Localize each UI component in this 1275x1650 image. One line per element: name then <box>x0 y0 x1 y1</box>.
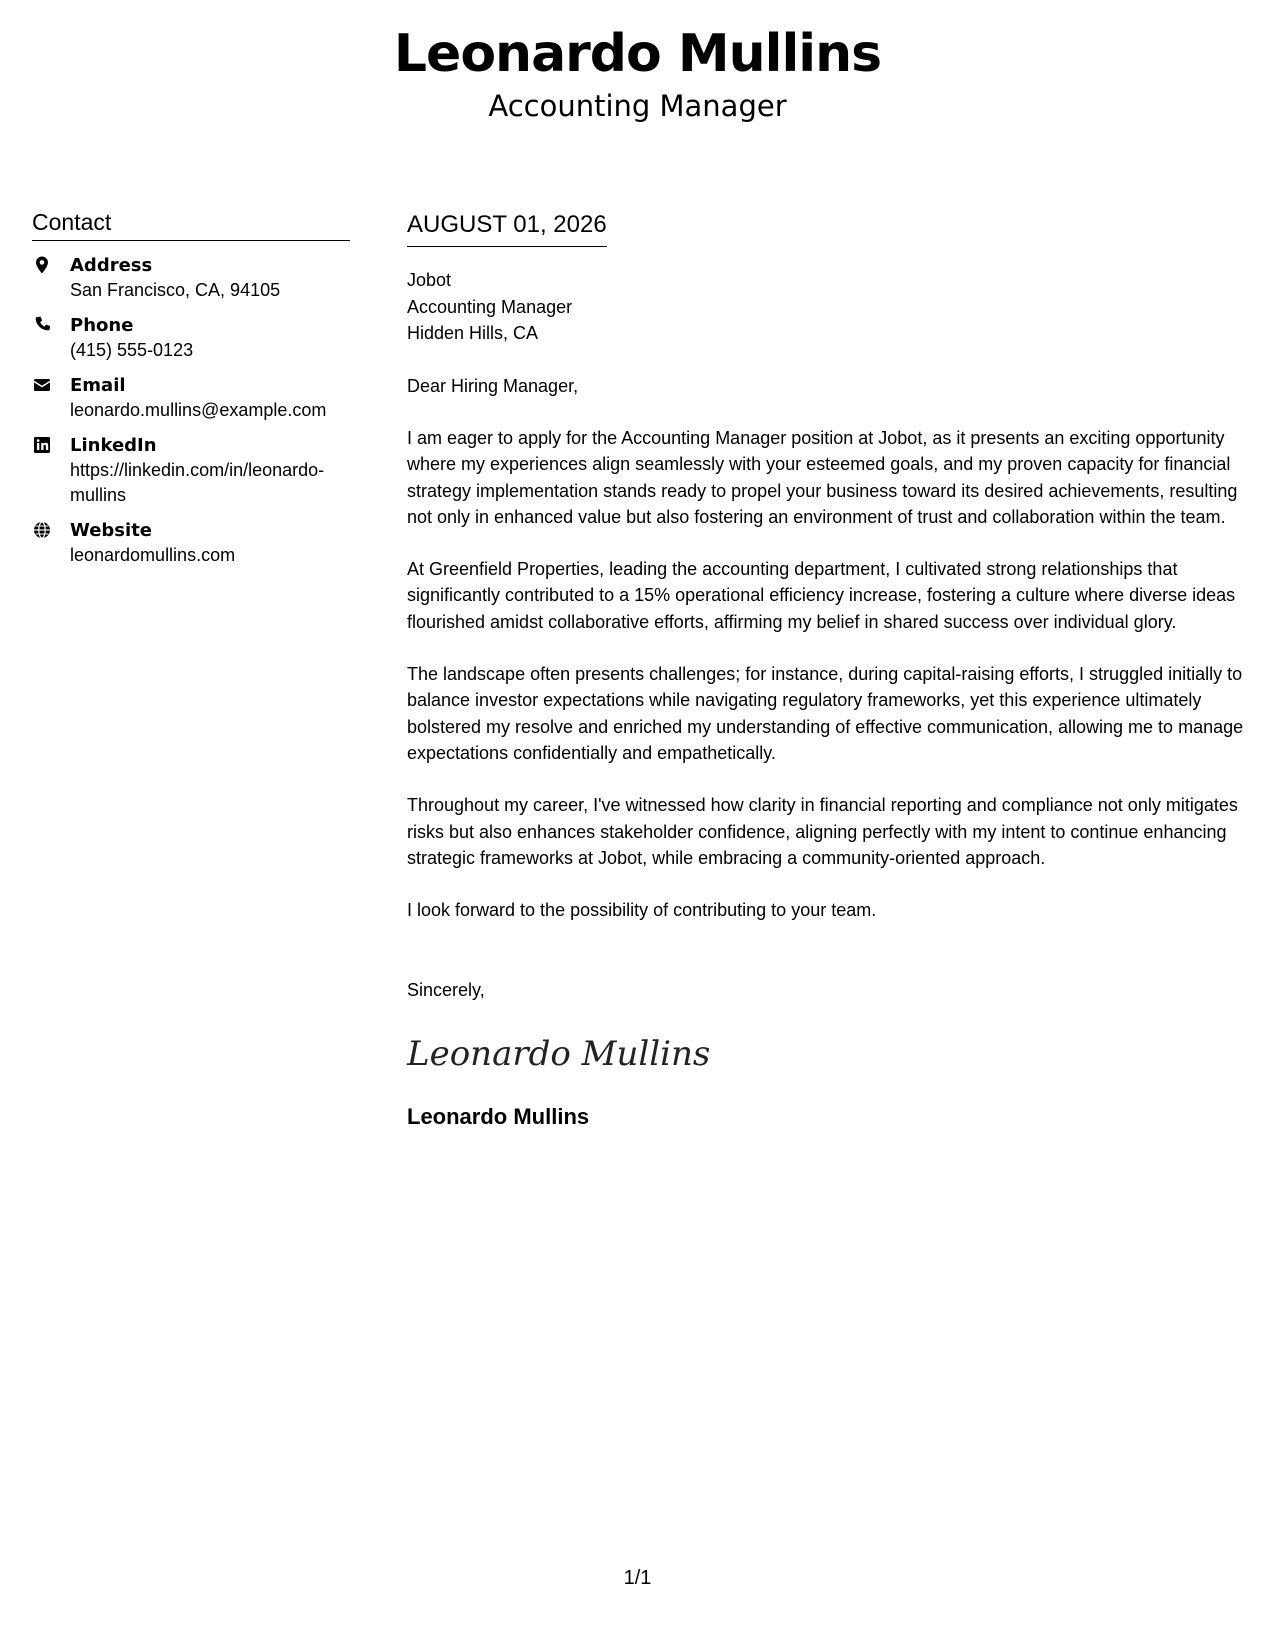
closing: Sincerely, <box>407 980 485 1001</box>
recipient-block <box>407 267 1252 347</box>
phone-icon <box>32 313 70 363</box>
contact-sidebar <box>32 208 350 578</box>
body-paragraph: Throughout my career, I've witnessed how clarity in financial reporting and compliance not only mitigates risks but also enhances stakeholder confidence, aligning perfectly with my intent to continue enhancing strategic frameworks at Jobot, while embracing a community-oriented approach. <box>407 795 1238 868</box>
page-number: 1/1 <box>623 1567 652 1589</box>
body-paragraph: The landscape often presents challenges; for instance, during capital-raising efforts, I struggled initially to balance investor expectations while navigating regulatory frameworks, yet this experience ultimately bolstered my resolve and enriched my understanding of effective communication, allowing me to manage expectations confidentially and empathetically. <box>407 664 1244 763</box>
globe-icon <box>32 518 70 568</box>
contact-heading: Contact <box>32 208 350 241</box>
contact-value-linkedin: https://linkedin.com/in/leonardo-mullins <box>70 460 325 505</box>
handwritten-signature <box>407 1029 1252 1081</box>
recipient-location: Hidden Hills, CA <box>407 323 539 343</box>
contact-item-linkedin <box>32 433 350 508</box>
linkedin-icon <box>32 433 70 508</box>
body-paragraph: I look forward to the possibility of contributing to your team. <box>407 900 877 921</box>
recipient-company: Jobot <box>407 270 452 290</box>
body-paragraph: At Greenfield Properties, leading the accounting department, I cultivated strong relationships that significantly contributed to a 15% operational efficiency increase, fostering a culture where diverse ideas flourished amidst collaborative efforts, affirming my belief in shared success over individual glory. <box>407 559 1236 632</box>
signer-name: Leonardo Mullins <box>407 1104 590 1130</box>
contact-label-linkedin: LinkedIn <box>70 435 157 456</box>
contact-item-email <box>32 373 350 423</box>
contact-value-website: leonardomullins.com <box>70 545 236 565</box>
envelope-icon <box>32 373 70 423</box>
contact-label-email: Email <box>70 375 126 396</box>
contact-label-address: Address <box>70 255 153 276</box>
letter-body <box>407 210 1252 1131</box>
letter-header <box>0 22 1275 124</box>
letter-date: AUGUST 01, 2026 <box>407 210 607 247</box>
contact-item-address <box>32 253 350 303</box>
contact-item-phone <box>32 313 350 363</box>
contact-value-email: leonardo.mullins@example.com <box>70 400 327 420</box>
body-paragraph: I am eager to apply for the Accounting Manager position at Jobot, as it presents an exciting opportunity where my experiences align seamlessly with your esteemed goals, and my proven capacity for financial strategy implementation stands ready to propel your business toward its desired achievements, resulting not only in enhanced value but also fostering an environment of trust and collaboration within the team. <box>407 428 1238 527</box>
map-pin-icon <box>32 253 70 303</box>
recipient-position: Accounting Manager <box>407 296 573 317</box>
contact-item-website <box>32 518 350 568</box>
applicant-job-title: Accounting Manager <box>488 89 787 123</box>
contact-label-phone: Phone <box>70 315 134 336</box>
contact-value-address: San Francisco, CA, 94105 <box>70 280 281 300</box>
signature-text: Leonardo Mullins <box>407 1034 711 1075</box>
salutation: Dear Hiring Manager, <box>407 375 579 396</box>
contact-label-website: Website <box>70 520 153 541</box>
applicant-name: Leonardo Mullins <box>393 24 882 84</box>
contact-value-phone: (415) 555-0123 <box>70 340 194 360</box>
